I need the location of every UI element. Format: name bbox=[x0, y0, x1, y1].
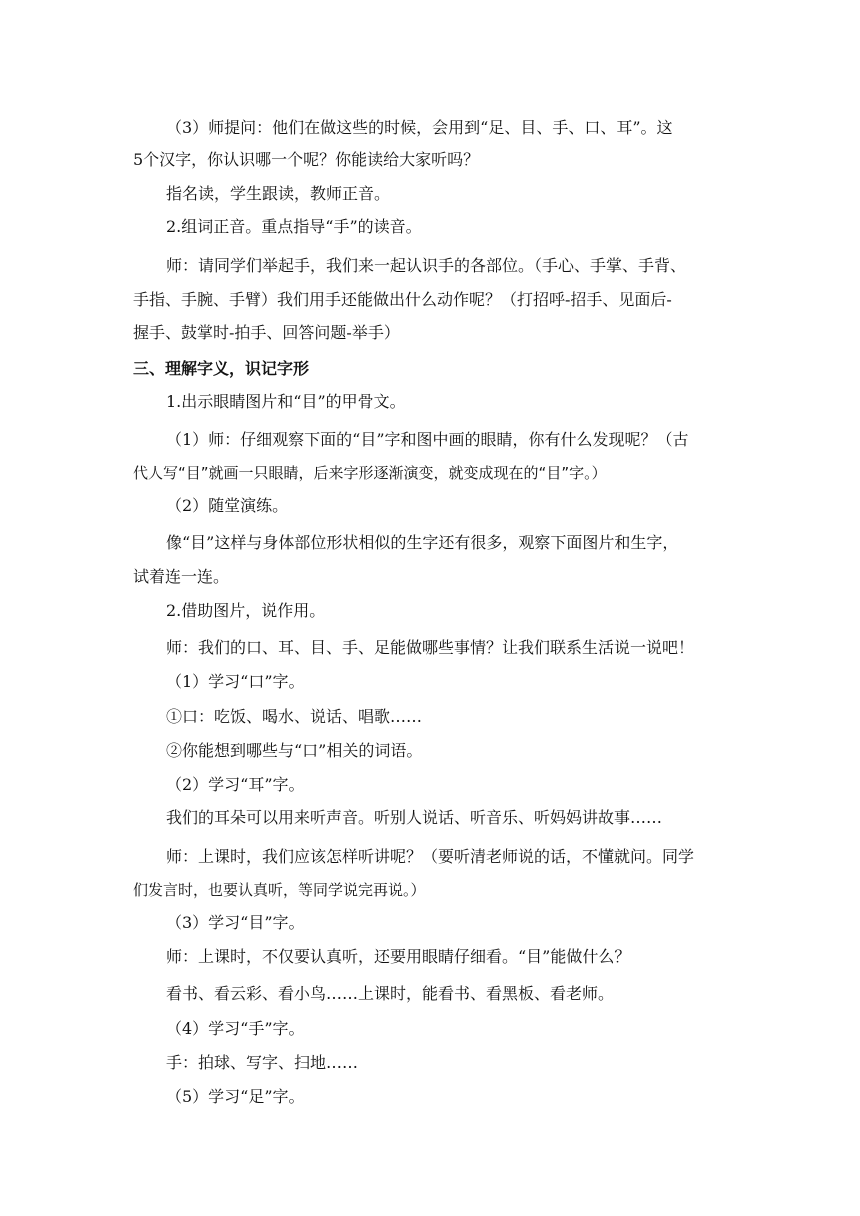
paragraph-line: 师：请同学们举起手，我们来一起认识手的各部位。（手心、手掌、手背、 bbox=[166, 256, 687, 275]
paragraph-line: 师：上课时，不仅要认真听，还要用眼睛仔细看。“目”能做什么？ bbox=[166, 947, 631, 966]
paragraph-line: （1）师：仔细观察下面的“目”字和图中画的眼睛，你有什么发现呢？（古 bbox=[166, 430, 689, 449]
paragraph-line: （2）随堂演练。 bbox=[166, 496, 289, 515]
paragraph-line: 手指、手腕、手臂）我们用手还能做出什么动作呢？（打招呼-招手、见面后- bbox=[133, 290, 672, 309]
paragraph-line: 代人写“目”就画一只眼睛，后来字形逐渐演变，就变成现在的“目”字。） bbox=[133, 464, 607, 482]
paragraph-line: （2）学习“耳”字。 bbox=[166, 775, 305, 794]
paragraph-line: 手：拍球、写字、扫地…… bbox=[166, 1053, 359, 1072]
paragraph-line: 指名读，学生跟读，教师正音。 bbox=[166, 184, 391, 203]
paragraph-line: 试着连一连。 bbox=[133, 567, 230, 586]
paragraph-line: 们发言时，也要认真听，等同学说完再说。） bbox=[133, 881, 426, 899]
paragraph-line: ②你能想到哪些与“口”相关的词语。 bbox=[166, 741, 423, 760]
paragraph-line: 5个汉字，你认识哪一个呢？你能读给大家听吗？ bbox=[133, 150, 480, 169]
section-heading: 三、理解字义，识记字形 bbox=[133, 359, 310, 378]
paragraph-line: 师：我们的口、耳、目、手、足能做哪些事情？让我们联系生活说一说吧！ bbox=[166, 638, 695, 657]
paragraph-line: 握手、鼓掌时-拍手、回答问题-举手） bbox=[133, 323, 400, 342]
paragraph-line: 1.出示眼睛图片和“目”的甲骨文。 bbox=[166, 392, 406, 411]
paragraph-line: 师：上课时，我们应该怎样听讲呢？（要听清老师说的话，不懂就问。同学 bbox=[166, 847, 695, 866]
paragraph-line: 像“目”这样与身体部位形状相似的生字还有很多，观察下面图片和生字， bbox=[166, 533, 679, 552]
paragraph-line: 2.组词正音。重点指导“手”的读音。 bbox=[166, 217, 422, 236]
paragraph-line: （1）学习“口”字。 bbox=[166, 672, 305, 691]
paragraph-line: 看书、看云彩、看小鸟……上课时，能看书、看黑板、看老师。 bbox=[166, 984, 615, 1003]
paragraph-line: 2.借助图片，说作用。 bbox=[166, 601, 326, 620]
paragraph-line: （4）学习“手”字。 bbox=[166, 1019, 305, 1038]
paragraph-line: （3）师提问：他们在做这些的时候，会用到“足、目、手、口、耳”。这 bbox=[166, 118, 673, 137]
paragraph-line: 我们的耳朵可以用来听声音。听别人说话、听音乐、听妈妈讲故事…… bbox=[166, 808, 663, 827]
paragraph-line: （5）学习“足”字。 bbox=[166, 1087, 305, 1106]
paragraph-line: （3）学习“目”字。 bbox=[166, 913, 305, 932]
paragraph-line: ①口：吃饭、喝水、说话、唱歌…… bbox=[166, 707, 423, 726]
